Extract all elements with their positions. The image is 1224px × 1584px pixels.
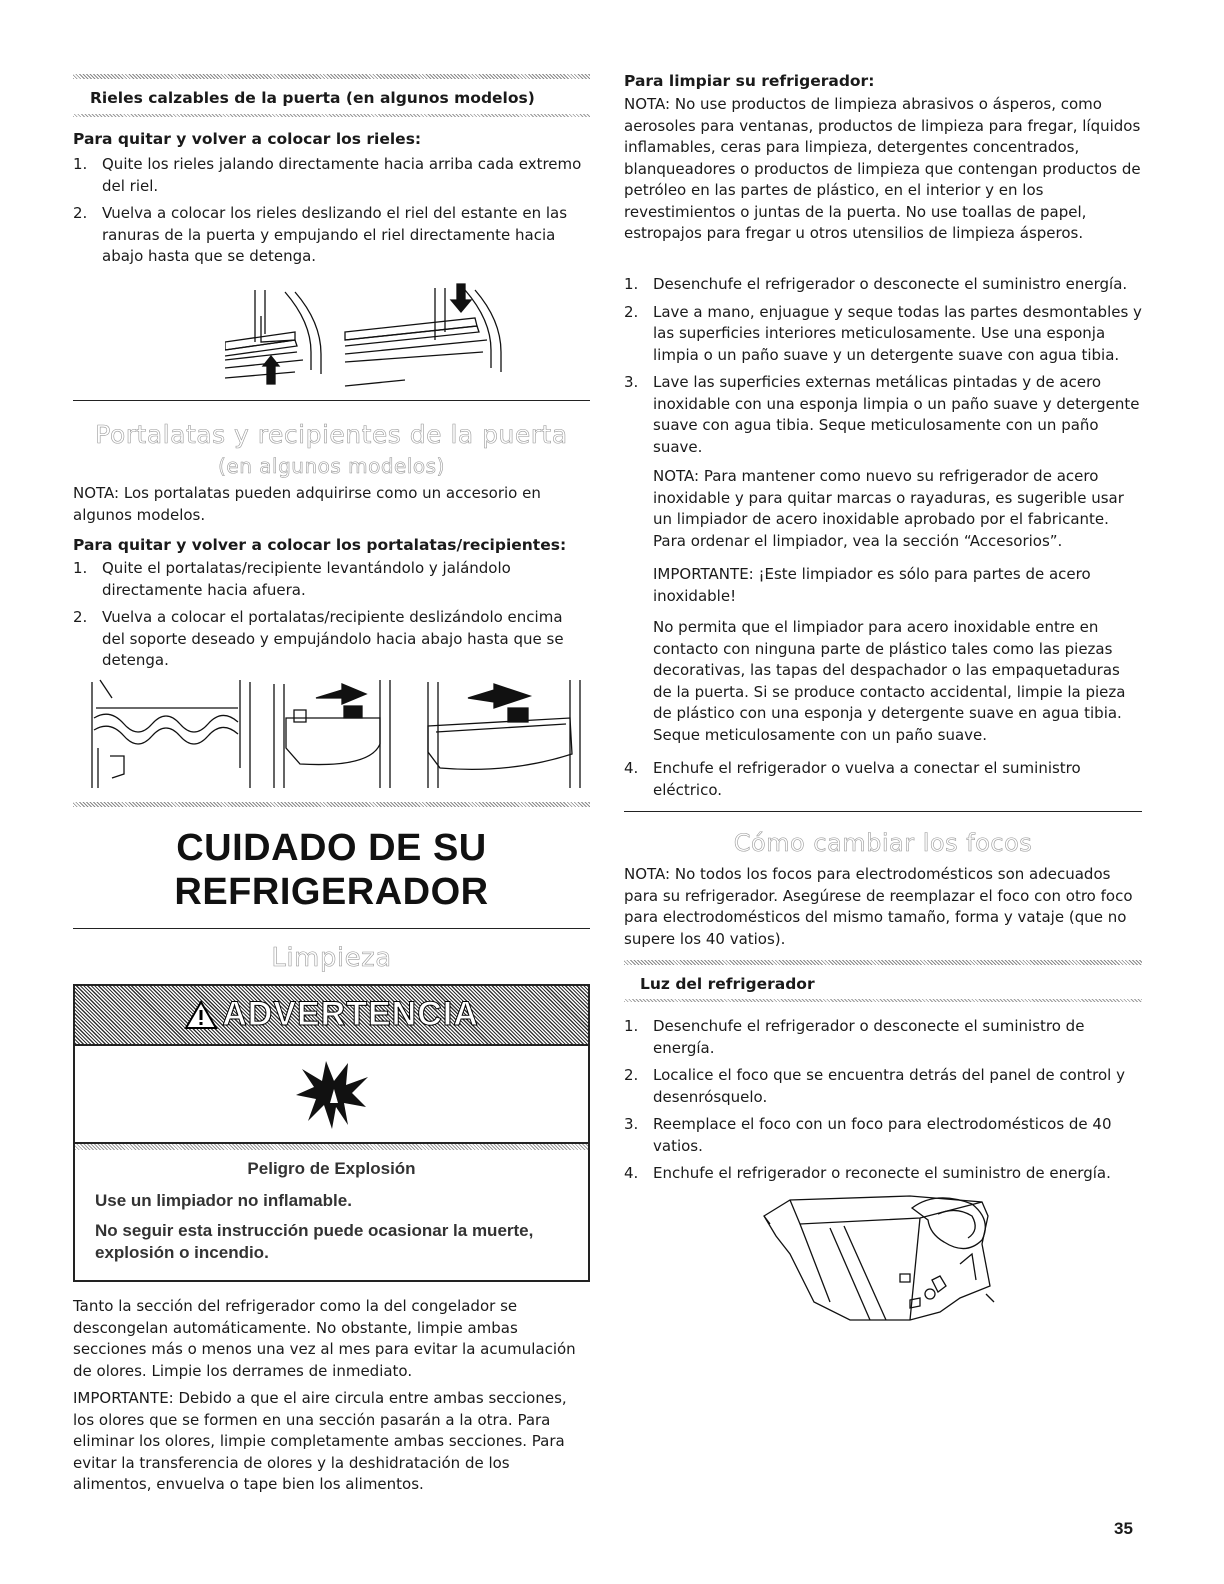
- section-divider: [73, 928, 590, 929]
- list-item: 3. Lave las superficies externas metálicas pintadas y de acero inoxidable con una esponja limpia o un paño suave y detergente suave con agua tibia. Seque meticulosamente con un paño suave.: [624, 373, 1140, 456]
- bins-subtitle: (en algunos modelos): [218, 454, 445, 478]
- bulbs-title: Cómo cambiar los focos: [733, 829, 1033, 857]
- clean-steps: [624, 274, 1142, 464]
- rails-steps: [73, 154, 583, 274]
- bulb-steps: [624, 1016, 1142, 1191]
- list-item: 4. Enchufe el refrigerador o reconecte el suministro de energía.: [624, 1164, 1111, 1182]
- list-item: 1. Quite los rieles jalando directamente hacia arriba cada extremo del riel.: [73, 155, 582, 195]
- clean-nopermit: No permita que el limpiador para acero inoxidable entre en contacto con ninguna parte de plástico tales como las piezas decorativas, las tapas del despachador o las empaquetaduras de la puerta. Si se produce contacto accidental, limpie la pieza de plástico con una esponja y detergente suave en agua tibia. Seque meticulosamente con un paño suave.: [653, 618, 1126, 744]
- warning-line1: Use un limpiador no inflamable.: [95, 1191, 352, 1210]
- warning-triangle-icon: [184, 1000, 218, 1030]
- list-item: 1. Desenchufe el refrigerador o desconecte el suministro energía.: [624, 275, 1128, 293]
- cleaning-paragraph: Tanto la sección del refrigerador como la del congelador se descongelan automáticamente. No obstante, limpie ambas secciones más o menos una vez al mes para evitar la acumulación de olores. Limpie los derrames de inmediato.: [73, 1297, 576, 1380]
- clean-heading: Para limpiar su refrigerador:: [624, 72, 875, 90]
- warning-box: [73, 984, 590, 1282]
- list-item: 2. Lave a mano, enjuague y seque todas las partes desmontables y las superficies interiores meticulosamente. Use una esponja limpia o un paño suave y un detergente suave con agua tibia.: [624, 302, 1142, 364]
- list-item: 4. Enchufe el refrigerador o vuelva a conectar el suministro eléctrico.: [624, 759, 1081, 799]
- list-item: 2. Vuelva a colocar los rieles deslizando el riel del estante en las ranuras de la puerta y empujando el riel directamente hacia abajo hasta que se detenga.: [73, 204, 568, 265]
- rails-top-rule: [73, 74, 590, 79]
- list-item: 3. Reemplace el foco con un foco para electrodomésticos de 40 vatios.: [624, 1115, 1112, 1155]
- light-top-rule: [624, 960, 1142, 965]
- care-top-rule: [73, 802, 590, 807]
- rails-subheading: Para quitar y volver a colocar los rieles:: [73, 130, 422, 148]
- clean-important: IMPORTANTE: ¡Este limpiador es sólo para partes de acero inoxidable!: [653, 565, 1091, 605]
- clean-note2: NOTA: Para mantener como nuevo su refrigerador de acero inoxidable y para quitar marcas o rayaduras, es sugerible usar un limpiador de acero inoxidable aprobado por el fabricante. Para ordenar el limpiador, vea la sección “Accesorios”.: [653, 467, 1124, 550]
- explosion-icon: [294, 1059, 370, 1129]
- list-item: 1. Quite el portalatas/recipiente levantándolo y jalándolo directamente hacia afuera.: [73, 559, 511, 599]
- explosion-area: [75, 1044, 588, 1144]
- rails-illustration: [225, 282, 505, 390]
- bins-steps: [73, 558, 583, 678]
- light-housing-illustration: [760, 1194, 1000, 1322]
- section-divider: [624, 811, 1142, 812]
- light-heading-rule: [624, 999, 1142, 1002]
- section-divider: [73, 400, 590, 401]
- list-item: 2. Vuelva a colocar el portalatas/recipiente deslizándolo encima del soporte deseado y empujándolo hacia abajo hasta que se detenga.: [73, 608, 564, 669]
- warning-header: [75, 986, 588, 1044]
- page-number: 35: [1114, 1519, 1133, 1538]
- important-paragraph: IMPORTANTE: Debido a que el aire circula entre ambas secciones, los olores que se formen en una sección pasarán a la otra. Para eliminar los olores, limpie completamente ambas secciones. Para evitar la transferencia de olores y la deshidratación de los alimentos, envuelva o tape bien los alimentos.: [73, 1389, 567, 1493]
- light-heading: Luz del refrigerador: [640, 975, 815, 993]
- bins-subheading: Para quitar y volver a colocar los portalatas/recipientes:: [73, 536, 567, 554]
- rails-heading: Rieles calzables de la puerta (en algunos modelos): [90, 89, 535, 107]
- list-item: 1. Desenchufe el refrigerador o desconecte el suministro de energía.: [624, 1017, 1085, 1057]
- section-title: [73, 826, 590, 914]
- bins-note: NOTA: Los portalatas pueden adquirirse como un accesorio en algunos modelos.: [73, 484, 541, 524]
- clean-step4: [624, 758, 1142, 807]
- cleaning-title: Limpieza: [271, 943, 392, 973]
- clean-note: NOTA: No use productos de limpieza abrasivos o ásperos, como aerosoles para ventanas, productos de limpieza para fregar, líquidos inflamables, ceras para limpieza, detergentes concentrados, blanqueadores o productos de limpieza que contengan productos de petróleo en las partes de plástico, en el interior y en los revestimientos o juntas de la puerta. No use toallas de papel, estropajos para fregar u otros utensilios de limpieza ásperos.: [624, 95, 1141, 242]
- warning-body: [75, 1150, 588, 1264]
- section-title-line2: REFRIGERADOR: [174, 871, 489, 913]
- bins-title: Portalatas y recipientes de la puerta: [95, 420, 568, 449]
- bins-illustration: [90, 678, 590, 796]
- list-item: 2. Localice el foco que se encuentra detrás del panel de control y desenrósquelo.: [624, 1066, 1125, 1106]
- section-title-line1: CUIDADO DE SU: [176, 827, 487, 869]
- warning-header-text: ADVERTENCIA: [222, 995, 479, 1034]
- rails-heading-rule: [73, 114, 590, 117]
- hazard-title: Peligro de Explosión: [247, 1159, 416, 1178]
- bulbs-note: NOTA: No todos los focos para electrodomésticos son adecuados para su refrigerador. Asegúrese de reemplazar el foco con otro foco para electrodomésticos del mismo tamaño, forma y vataje (que no supere los 40 vatios).: [624, 865, 1133, 948]
- warning-line2: No seguir esta instrucción puede ocasionar la muerte, explosión o incendio.: [95, 1221, 534, 1262]
